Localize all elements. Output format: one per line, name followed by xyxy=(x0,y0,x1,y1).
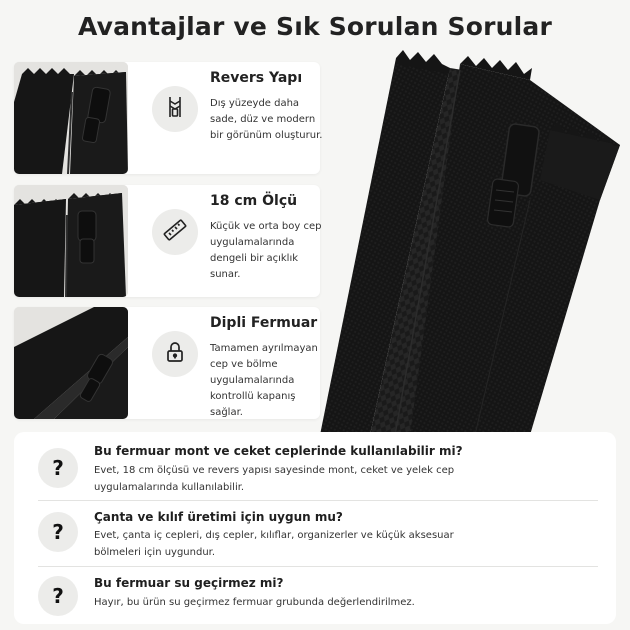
feature-card-closed-end xyxy=(14,307,320,419)
faq-answer: Evet, çanta iç cepleri, dış cepler, kılıflar, organizerler ve küçük aksesuar bölmeleri için uygundur. xyxy=(94,530,454,558)
feature-description: Dış yüzeyde daha sade, düz ve modern bir görünüm oluşturur. xyxy=(210,98,323,141)
faq-question: Bu fermuar su geçirmez mi? xyxy=(94,576,284,590)
question-icon: ? xyxy=(38,448,78,488)
feature-title: 18 cm Ölçü xyxy=(210,193,298,209)
question-icon: ? xyxy=(38,512,78,552)
feature-card-size xyxy=(14,185,320,297)
question-icon: ? xyxy=(38,576,78,616)
divider xyxy=(38,500,598,501)
feature-title: Dipli Fermuar xyxy=(210,315,318,331)
faq-question: Çanta ve kılıf üretimi için uygun mu? xyxy=(94,510,343,524)
feature-title: Revers Yapı xyxy=(210,70,303,86)
feature-thumbnail xyxy=(14,185,128,297)
hero-product-image xyxy=(300,50,630,435)
faq-question: Bu fermuar mont ve ceket ceplerinde kullanılabilir mi? xyxy=(94,444,463,458)
feature-thumbnail xyxy=(14,307,128,419)
feature-description: Tamamen ayrılmayan cep ve bölme uygulamalarında kontrollü kapanış sağlar. xyxy=(210,343,318,418)
ruler-icon xyxy=(162,217,188,247)
feature-card-revers xyxy=(14,62,323,174)
lock-icon xyxy=(163,340,187,368)
zipper-icon xyxy=(163,95,187,123)
feature-thumbnail xyxy=(14,62,128,174)
feature-description: Küçük ve orta boy cep uygulamalarında dengeli bir açıklık sunar. xyxy=(210,221,322,280)
faq-answer: Evet, 18 cm ölçüsü ve revers yapısı sayesinde mont, ceket ve yelek cep uygulamalarında kullanılabilir. xyxy=(94,465,455,493)
feature-icon-circle xyxy=(152,209,198,255)
feature-icon-circle xyxy=(152,86,198,132)
feature-icon-circle xyxy=(152,331,198,377)
faq-answer: Hayır, bu ürün su geçirmez fermuar grubunda değerlendirilmez. xyxy=(94,597,415,608)
faq-section xyxy=(14,432,616,624)
page-title: Avantajlar ve Sık Sorulan Sorular xyxy=(77,12,553,41)
divider xyxy=(38,566,598,567)
